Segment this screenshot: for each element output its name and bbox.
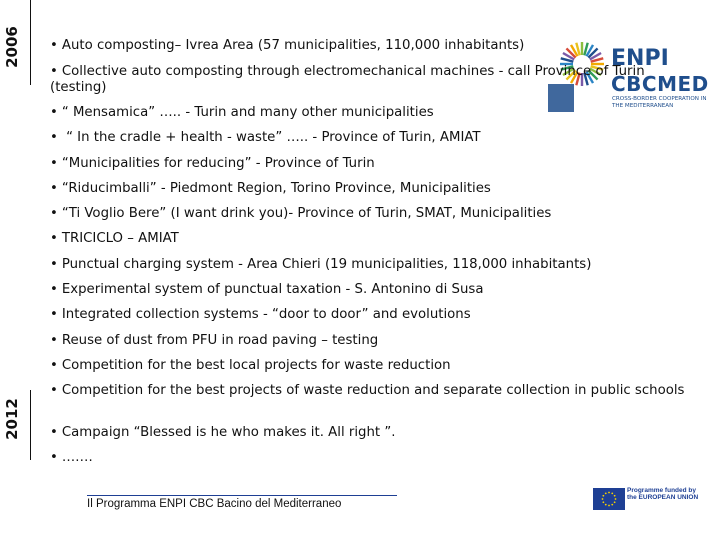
bullet-item [50,231,695,247]
bullet-item [50,425,695,441]
bullet-item [50,450,695,466]
year-end-label: 2012 [2,398,21,440]
bullet-item [50,307,695,323]
bullet-dot: • [50,450,58,465]
bullet-item [50,282,695,298]
eu-flag-icon [593,488,625,510]
eu-star [602,501,604,503]
bullet-dot: • [50,425,58,440]
bullet-text: Auto composting– Ivrea Area (57 municipalities, 110,000 inhabitants) [61,38,525,53]
bullet-item [50,38,695,54]
bullet-dot: • [50,333,58,348]
bullet-item [50,105,695,121]
bullet-item [50,383,695,399]
eu-star [608,505,610,507]
bullet-item [50,181,695,197]
eu-star [602,498,604,500]
bullet-text: Reuse of dust from PFU in road paving – testing [61,333,379,348]
bullet-dot: • [50,181,58,196]
bullet-text: Collective auto composting through electromechanical machines - call Province of Turin (testing) [50,64,645,95]
footer-rule [87,495,397,496]
bullet-item [50,130,695,146]
bullet-dot: • [50,282,58,297]
eu-star [605,504,607,506]
bullet-text: Experimental system of punctual taxation - S. Antonino di Susa [61,282,484,297]
bullet-dot: • [50,38,58,53]
bullet-text: “ Mensamica” ….. - Turin and many other municipalities [61,105,434,120]
bullet-dot: • [50,206,58,221]
eu-star [614,495,616,497]
eu-star [615,498,617,500]
logo-tagline: CROSS-BORDER COOPERATION IN THE MEDITERRANEAN [612,96,707,109]
bullet-item [50,257,695,273]
bullet-text: TRICICLO – AMIAT [61,231,179,246]
bullet-item [50,64,695,95]
bullet-text: ……. [61,450,93,465]
bullet-dot: • [50,257,58,272]
eu-star [614,501,616,503]
eu-star [602,495,604,497]
bullet-text: Campaign “Blessed is he who makes it. All right ”. [61,425,396,440]
eu-funding-label: Programme funded by the EUROPEAN UNION [627,487,699,502]
timeline-line-top [30,0,31,85]
bullet-text: “Municipalities for reducing” - Province of Turin [61,156,375,171]
bullet-text: Punctual charging system - Area Chieri (19 municipalities, 118,000 inhabitants) [61,257,592,272]
bullet-item [50,156,695,172]
bullet-dot: • [50,64,58,79]
bullet-dot: • [50,231,58,246]
eu-star [608,492,610,494]
bullet-dot: • [50,156,58,171]
eu-star [605,492,607,494]
bullet-text: “Ti Voglio Bere” (I want drink you)- Province of Turin, SMAT, Municipalities [61,206,552,221]
bullet-dot: • [50,130,58,145]
eu-star [611,504,613,506]
timeline-line-bottom [30,390,31,460]
eu-star [611,492,613,494]
footer-program-text: Il Programma ENPI CBC Bacino del Mediterraneo [87,498,342,510]
logo-line-2: CBCMED [611,72,709,96]
year-start-label: 2006 [2,26,21,68]
bullet-item [50,333,695,349]
bullet-dot: • [50,383,58,398]
bullet-text: “ In the cradle + health - waste” ….. - Province of Turin, AMIAT [61,130,481,145]
bullet-text: Integrated collection systems - “door to door” and evolutions [61,307,471,322]
bullet-text: Competition for the best projects of waste reduction and separate collection in public schools [61,383,685,398]
bullet-item [50,358,695,374]
bullet-dot: • [50,307,58,322]
bullet-dot: • [50,105,58,120]
bullet-item [50,206,695,222]
bullet-dot: • [50,358,58,373]
bullet-text: “Riducimballi” - Piedmont Region, Torino Province, Municipalities [61,181,491,196]
logo-line-1: ENPI [611,46,669,71]
bullet-text: Competition for the best local projects for waste reduction [61,358,451,373]
